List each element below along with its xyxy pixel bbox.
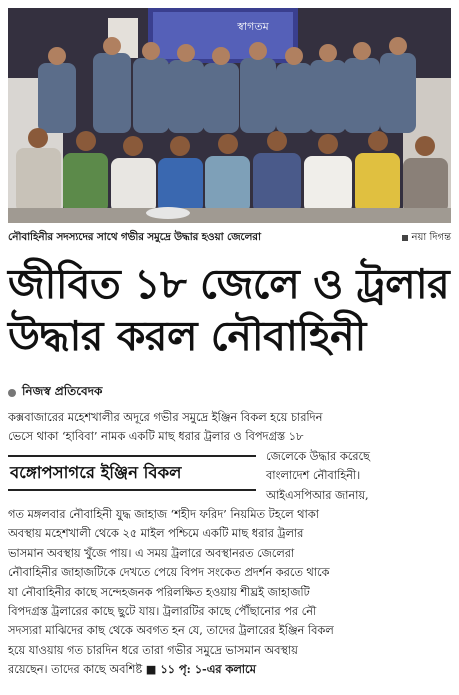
body-line: জেলেকে উদ্ধার করেছে <box>266 449 370 463</box>
caption-text: নৌবাহিনীর সদস্যদের সাথে গভীর সমুদ্রে উদ্ধার হওয়া জেলেরা <box>8 230 261 243</box>
photo-caption <box>8 228 451 248</box>
body-line: ভাসমান অবস্থায় খুঁজে পায়। এ সময় ট্রলারে অবস্থানরত জেলেরা <box>8 546 295 560</box>
square-bullet-icon <box>402 235 408 241</box>
body-line: ভেসে থাকা ‘হাবিবা’ নামক একটি মাছ ধরার ট্রলার ও বিপদগ্রস্ত ১৮ <box>8 430 304 444</box>
body-line: গত মঙ্গলবার নৌবাহিনী যুদ্ধ জাহাজ ‘শহীদ ফরিদ’ নিয়মিত টহলে থাকা <box>8 508 319 522</box>
photo-credit <box>402 230 452 247</box>
body-line-text: রয়েছেন। তাদের কাছে অবশিষ্ট <box>8 663 143 677</box>
bullet-icon <box>8 389 16 397</box>
byline-text: নিজস্ব প্রতিবেদক <box>22 384 103 398</box>
continuation-note: ■ ১১ পৃ: ১-এর কলামে <box>145 662 256 677</box>
body-line: কক্সবাজারের মহেশখালীর অদূরে গভীর সমুদ্রে ইঞ্জিন বিকল হয়ে চারদিন <box>8 411 323 424</box>
banner-text: স্বাগতম <box>237 20 269 33</box>
headline <box>8 258 451 362</box>
body-line-last <box>8 660 451 679</box>
article-body <box>8 408 451 680</box>
body-line: বিপদগ্রস্ত ট্রলারের কাছে ছুটে যায়। ট্রলারটির কাছে পৌঁছানোর পর নৌ <box>8 605 317 619</box>
credit-text: নয়া দিগন্ত <box>411 231 451 243</box>
body-line: আইএসপিআর জানায়, <box>266 488 369 502</box>
body-line: হয়ে যাওয়ায় গত চারদিন ধরে তারা গভীর সমুদ্রে ভাসমান অবস্থায় <box>8 643 298 657</box>
headline-line-2: উদ্ধার করল নৌবাহিনী <box>8 312 366 360</box>
subheading <box>8 455 256 491</box>
subheading-text: বঙ্গোপসাগরে ইঞ্জিন বিকল <box>10 462 182 482</box>
headline-line-1: জীবিত ১৮ জেলে ও ট্রলার <box>8 260 450 308</box>
body-line: অবস্থায় মহেশখালী থেকে ২৫ মাইল পশ্চিমে একটি মাছ ধরার ট্রলার <box>8 527 304 541</box>
body-line: সদস্যরা মাঝিদের কাছ থেকে অবগত হন যে, তাদের ট্রলারের ইঞ্জিন বিকল <box>8 624 334 638</box>
news-photo <box>8 8 451 223</box>
body-line: যা নৌবাহিনীর কাছে সন্দেহজনক পরিলক্ষিত হওয়ায় শীঘ্রই জাহাজটি <box>8 585 310 599</box>
body-line: নৌবাহিনীর জাহাজটিকে দেখতে পেয়ে বিপদ সংকেত প্রদর্শন করতে থাকে <box>8 566 330 580</box>
byline <box>8 384 451 402</box>
body-line: বাংলাদেশ নৌবাহিনী। <box>266 469 361 483</box>
